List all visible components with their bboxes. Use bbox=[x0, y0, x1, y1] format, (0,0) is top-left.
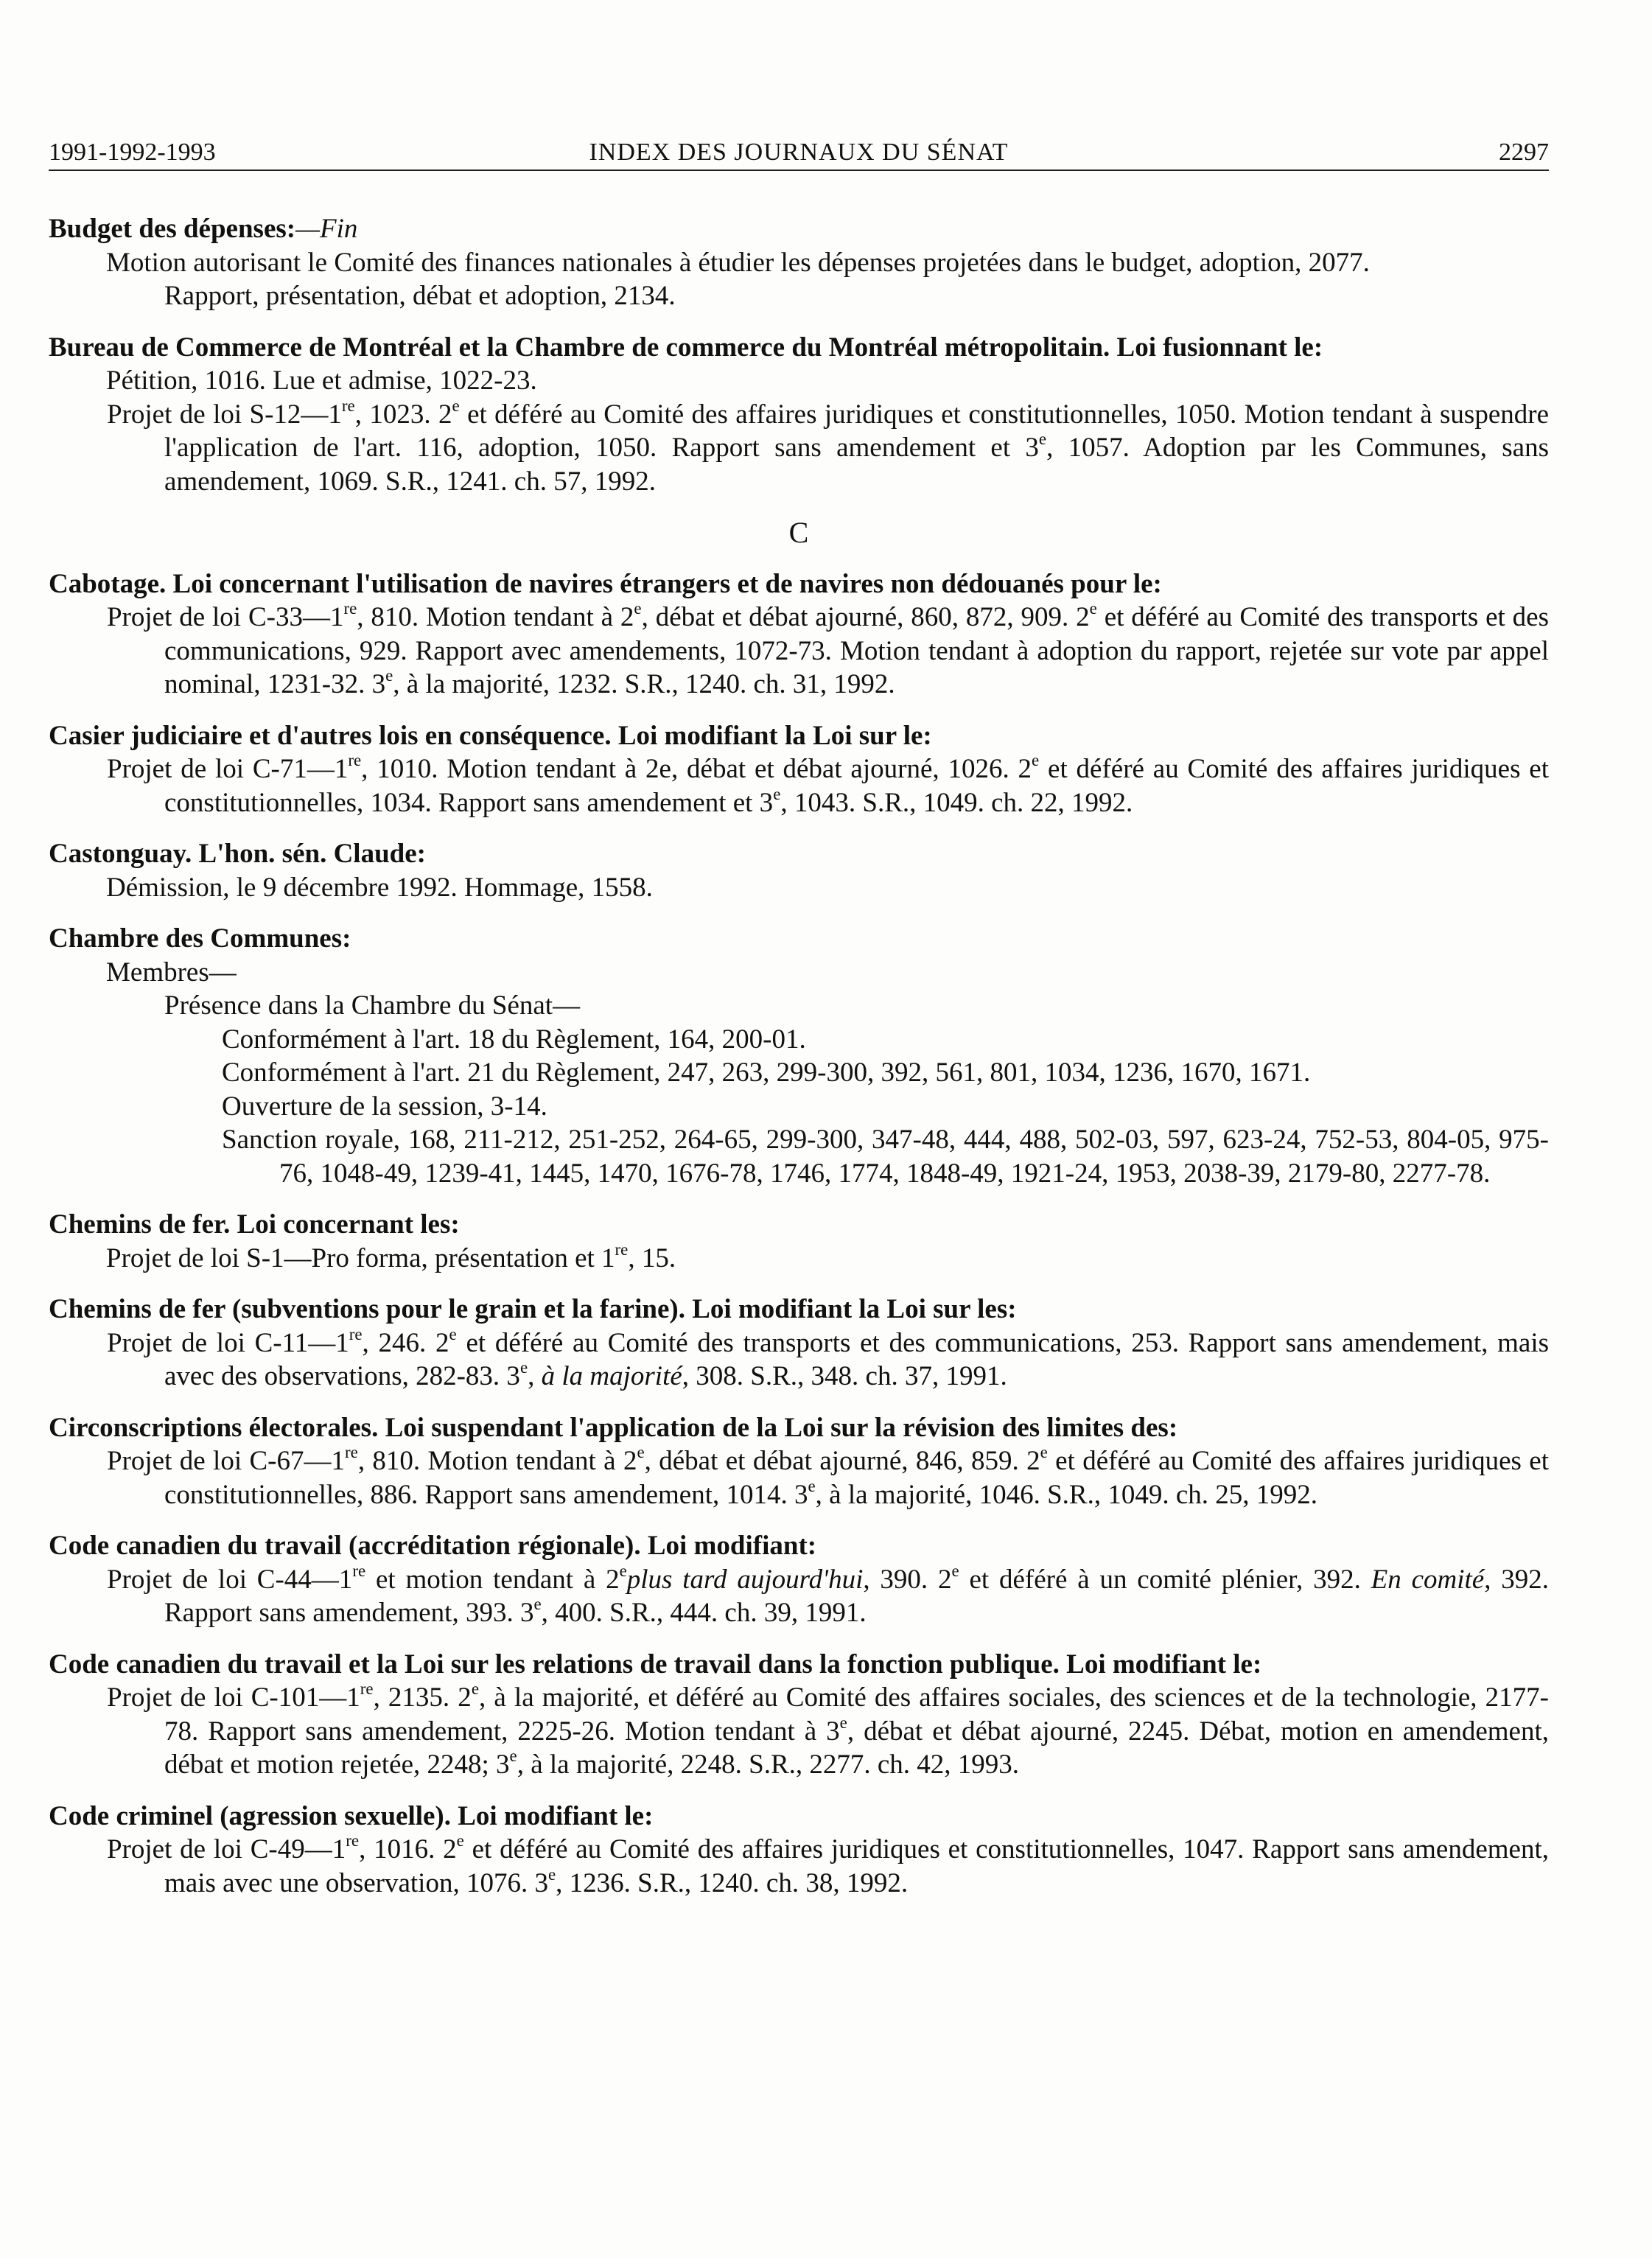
entry-line: Conformément à l'art. 18 du Règlement, 164, 200-01. bbox=[222, 1024, 806, 1055]
entry-heading: Circonscriptions électorales. Loi suspendant l'application de la Loi sur la révision des limites des: bbox=[49, 1412, 1178, 1443]
entry-line: Projet de loi S-1—Pro forma, présentation et 1re, 15. bbox=[106, 1240, 676, 1273]
entry-chambre-communes bbox=[49, 922, 1549, 1190]
entry-line: Ouverture de la session, 3-14. bbox=[222, 1091, 547, 1122]
entry-line: Projet de loi C-67—1re, 810. Motion tendant à 2e, débat et débat ajourné, 846, 859. 2e et déféré au Comité des affaires juridiques et constitutionnelles, 886. Rapport sans amendement, 1014. 3e, à la majorité, 1046. S.R., 1049. ch. 25, 1992. bbox=[107, 1442, 1549, 1510]
entry-budget-depenses bbox=[49, 212, 1549, 313]
entry-line: Motion autorisant le Comité des finances nationales à étudier les dépenses projetées dans le budget, adoption, 2077. bbox=[106, 247, 1370, 278]
entry-casier-judiciaire bbox=[49, 719, 1549, 820]
header-years: 1991-1992-1993 bbox=[49, 139, 216, 166]
entry-line: Rapport, présentation, débat et adoption, 2134. bbox=[164, 281, 676, 311]
index-content bbox=[49, 212, 1549, 1918]
entry-heading: Code criminel (agression sexuelle). Loi modifiant le: bbox=[49, 1800, 654, 1831]
entry-heading: Budget des dépenses:—Fin bbox=[49, 214, 358, 244]
entry-heading: Cabotage. Loi concernant l'utilisation de navires étrangers et de navires non dédouanés pour le: bbox=[49, 568, 1162, 599]
entry-line: Projet de loi S-12—1re, 1023. 2e et déféré au Comité des affaires juridiques et constitutionnelles, 1050. Motion tendant à suspendre l'application de l'art. 116, adoption, 1050. Rapport sans amendement et 3e, 1057. Adoption par les Communes, sans amendement, 1069. S.R., 1241. ch. 57, 1992. bbox=[107, 396, 1550, 497]
entry-heading: Casier judiciaire et d'autres lois en conséquence. Loi modifiant la Loi sur le: bbox=[49, 720, 932, 751]
entry-heading: Chambre des Communes: bbox=[49, 923, 351, 954]
entry-heading: Castonguay. L'hon. sén. Claude: bbox=[49, 839, 426, 869]
entry-cabotage bbox=[49, 567, 1549, 702]
entry-line: Projet de loi C-11—1re, 246. 2e et déféré au Comité des transports et des communications, 253. Rapport sans amendement, mais avec des observations, 282-83. 3e, à la majorité, 308. S.R., 348. ch. 37, 1991. bbox=[107, 1324, 1549, 1391]
page-header bbox=[49, 136, 1549, 171]
header-title: INDEX DES JOURNAUX DU SÉNAT bbox=[589, 139, 1009, 166]
entry-code-criminel bbox=[49, 1800, 1549, 1901]
entry-line: Projet de loi C-33—1re, 810. Motion tendant à 2e, débat et débat ajourné, 860, 872, 909. 2e et déféré au Comité des transports et des communications, 929. Rapport avec amendements, 1072-73. Motion tendant à adoption du rapport, rejetée sur vote par appel nominal, 1231-32. 3e, à la majorité, 1232. S.R., 1240. ch. 31, 1992. bbox=[107, 598, 1549, 699]
entry-line: Projet de loi C-44—1re et motion tendant à 2eplus tard aujourd'hui, 390. 2e et déféré à un comité plénier, 392. En comité, 392. Rapport sans amendement, 393. 3e, 400. S.R., 444. ch. 39, 1991. bbox=[107, 1561, 1550, 1628]
entry-line: Projet de loi C-49—1re, 1016. 2e et déféré au Comité des affaires juridiques et constitutionnelles, 1047. Rapport sans amendement, mais avec une observation, 1076. 3e, 1236. S.R., 1240. ch. 38, 1992. bbox=[107, 1831, 1549, 1898]
entry-line: Membres— bbox=[106, 957, 237, 988]
entry-line: Conformément à l'art. 21 du Règlement, 247, 263, 299-300, 392, 561, 801, 1034, 1236, 1670, 1671. bbox=[222, 1058, 1311, 1088]
section-letter: C bbox=[788, 516, 809, 549]
entry-line: Démission, le 9 décembre 1992. Hommage, 1558. bbox=[106, 872, 653, 903]
entry-bureau-commerce bbox=[49, 331, 1549, 499]
entry-heading: Bureau de Commerce de Montréal et la Chambre de commerce du Montréal métropolitain. Loi fusionnant le: bbox=[49, 332, 1323, 363]
entry-line: Pétition, 1016. Lue et admise, 1022-23. bbox=[106, 366, 537, 396]
entry-line: Projet de loi C-101—1re, 2135. 2e, à la majorité, et déféré au Comité des affaires sociales, des sciences et de la technologie, 2177-78. Rapport sans amendement, 2225-26. Motion tendant à 3e, débat et débat ajourné, 2245. Débat, motion en amendement, débat et motion rejetée, 2248; 3e, à la majorité, 2248. S.R., 2277. ch. 42, 1993. bbox=[107, 1679, 1549, 1780]
entry-heading: Code canadien du travail (accréditation régionale). Loi modifiant: bbox=[49, 1531, 817, 1561]
entry-line: Sanction royale, 168, 211-212, 251-252, 264-65, 299-300, 347-48, 444, 488, 502-03, 597, 623-24, 752-53, 804-05, 975-76, 1048-49, 1239-41, 1445, 1470, 1676-78, 1746, 1774, 1848-49, 1921-24, 1953, 2038-39, 2179-80, 2277-78. bbox=[222, 1125, 1549, 1189]
entry-chemins-de-fer bbox=[49, 1208, 1549, 1275]
entry-circonscriptions bbox=[49, 1411, 1549, 1512]
entry-heading: Chemins de fer. Loi concernant les: bbox=[49, 1209, 460, 1240]
entry-line: Présence dans la Chambre du Sénat— bbox=[164, 990, 581, 1021]
entry-line: Projet de loi C-71—1re, 1010. Motion tendant à 2e, débat et débat ajourné, 1026. 2e et déféré au Comité des affaires juridiques et constitutionnelles, 1034. Rapport sans amendement et 3e, 1043. S.R., 1049. ch. 22, 1992. bbox=[107, 750, 1549, 818]
entry-heading: Code canadien du travail et la Loi sur les relations de travail dans la fonction publique. Loi modifiant le: bbox=[49, 1649, 1262, 1679]
entry-castonguay bbox=[49, 837, 1549, 904]
entry-code-travail-relations bbox=[49, 1648, 1549, 1782]
header-page-number: 2297 bbox=[1499, 139, 1549, 166]
entry-code-travail-accreditation bbox=[49, 1529, 1549, 1630]
entry-chemins-de-fer-subventions bbox=[49, 1293, 1549, 1394]
entry-heading: Chemins de fer (subventions pour le grain et la farine). Loi modifiant la Loi sur les: bbox=[49, 1294, 1017, 1324]
